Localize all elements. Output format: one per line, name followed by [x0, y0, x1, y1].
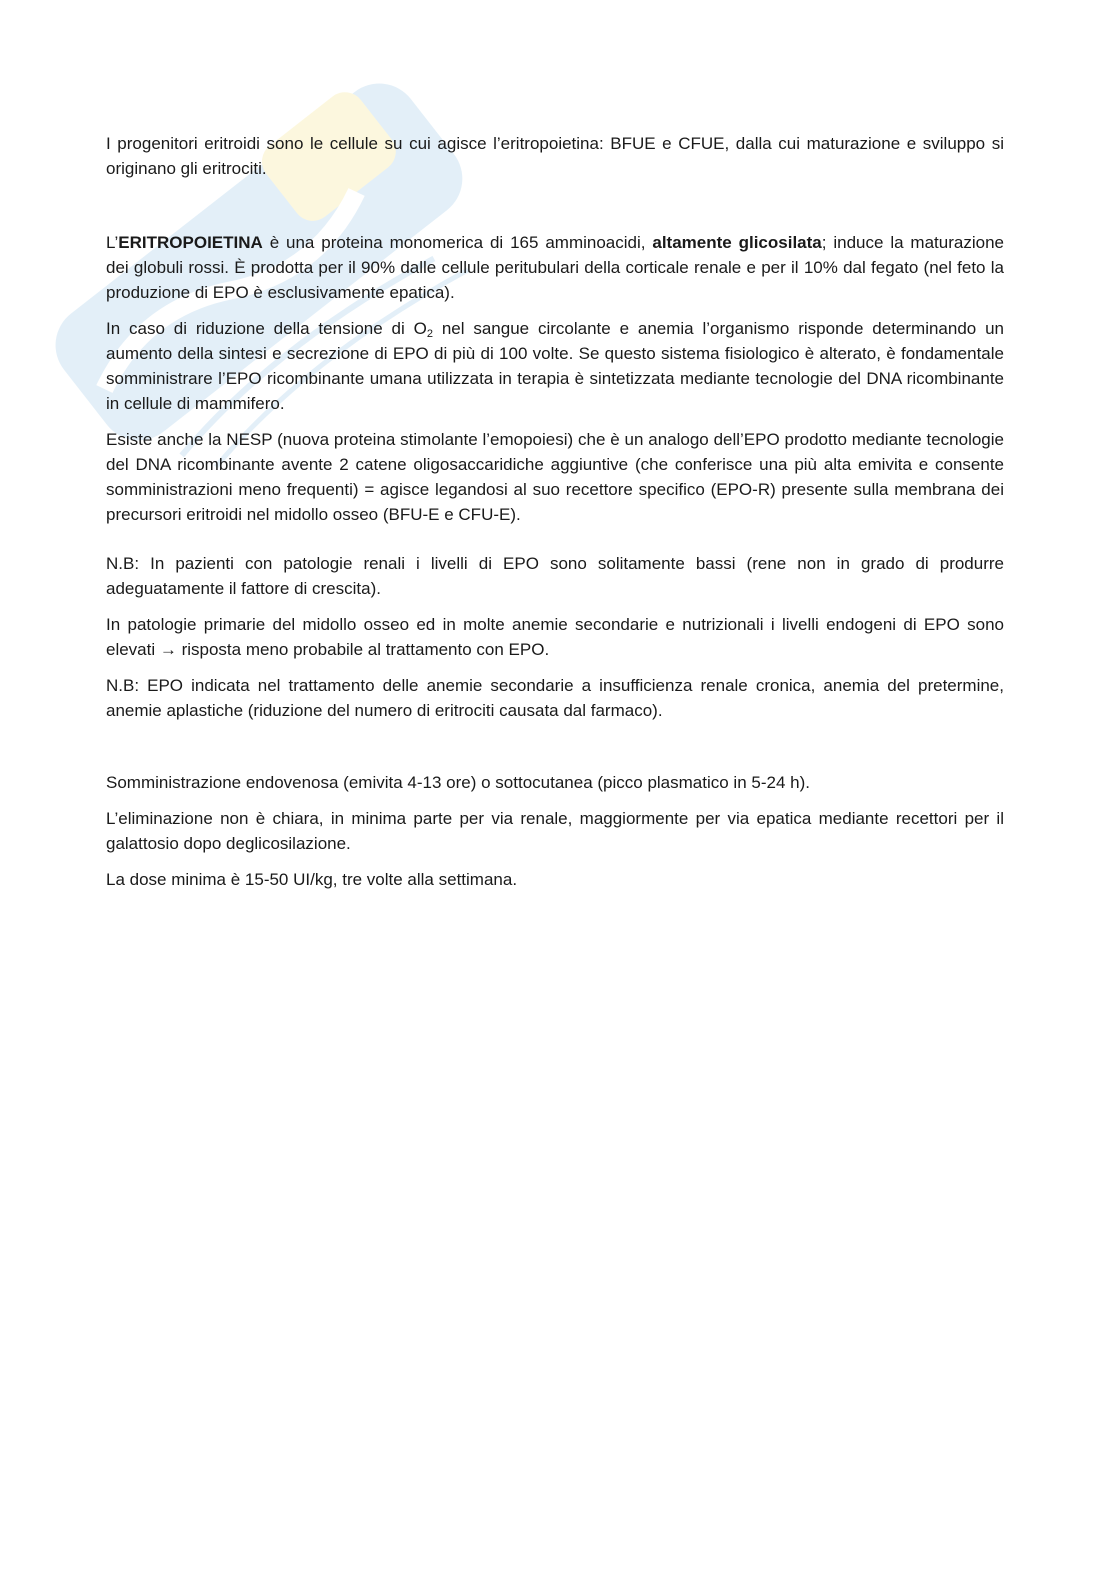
paragraph-eritropoietina: L’ERITROPOIETINA è una proteina monomerica di 165 amminoacidi, altamente glicosilata; induce la maturazione dei globuli rossi. È prodotta per il 90% dalle cellule peritubulari della corticale renale e per il 10% dal fegato (nel feto la produzione di EPO è esclusivamente epatica).: [106, 233, 1004, 302]
paragraph-midollo: In patologie primarie del midollo osseo ed in molte anemie secondarie e nutrizionali i livelli endogeni di EPO sono elevati → risposta meno probabile al trattamento con EPO.: [106, 615, 1004, 659]
term-eritropoietina: ERITROPOIETINA: [118, 233, 263, 252]
term-glicosilata: altamente glicosilata: [652, 233, 822, 252]
paragraph-nesp: Esiste anche la NESP (nuova proteina stimolante l’emopoiesi) che è un analogo dell’EPO prodotto mediante tecnologie del DNA ricombinante avente 2 catene oligosaccaridiche aggiuntive (che conferisce una più alta emivita e consente somministrazioni meno frequenti) = agisce legandosi al suo recettore specifico (EPO-R) presente sulla membrana dei precursori eritroidi nel midollo osseo (BFU-E e CFU-E).: [106, 430, 1004, 524]
document-body: [106, 131, 1004, 892]
paragraph-somministrazione: Somministrazione endovenosa (emivita 4-13 ore) o sottocutanea (picco plasmatico in 5-24 h).: [106, 773, 810, 792]
paragraph-dose: La dose minima è 15-50 UI/kg, tre volte alla settimana.: [106, 870, 518, 889]
paragraph-progenitori: I progenitori eritroidi sono le cellule su cui agisce l’eritropoietina: BFUE e CFUE, dalla cui maturazione e sviluppo si originano gli eritrociti.: [106, 134, 1004, 178]
paragraph-ipossia: In caso di riduzione della tensione di $O_2$ nel sangue circolante e anemia l’organismo risponde determinando un aumento della sintesi e secrezione di EPO di più di 100 volte. Se questo sistema fisiologico è alterato, è fondamentale somministrare l’EPO ricombinante umana utilizzata in terapia è sintetizzata mediante tecnologie del DNA ricombinante in cellule di mammifero.: [106, 319, 1004, 413]
paragraph-eliminazione: L’eliminazione non è chiara, in minima parte per via renale, maggiormente per via epatica mediante recettori per il galattosio dopo deglicosilazione.: [106, 809, 1004, 853]
paragraph-nb-indicazioni: N.B: EPO indicata nel trattamento delle anemie secondarie a insufficienza renale cronica, anemia del pretermine, anemie aplastiche (riduzione del numero di eritrociti causata dal farmaco).: [106, 676, 1004, 720]
paragraph-nb-renali: N.B: In pazienti con patologie renali i livelli di EPO sono solitamente bassi (rene non in grado di produrre adeguatamente il fattore di crescita).: [106, 554, 1004, 598]
